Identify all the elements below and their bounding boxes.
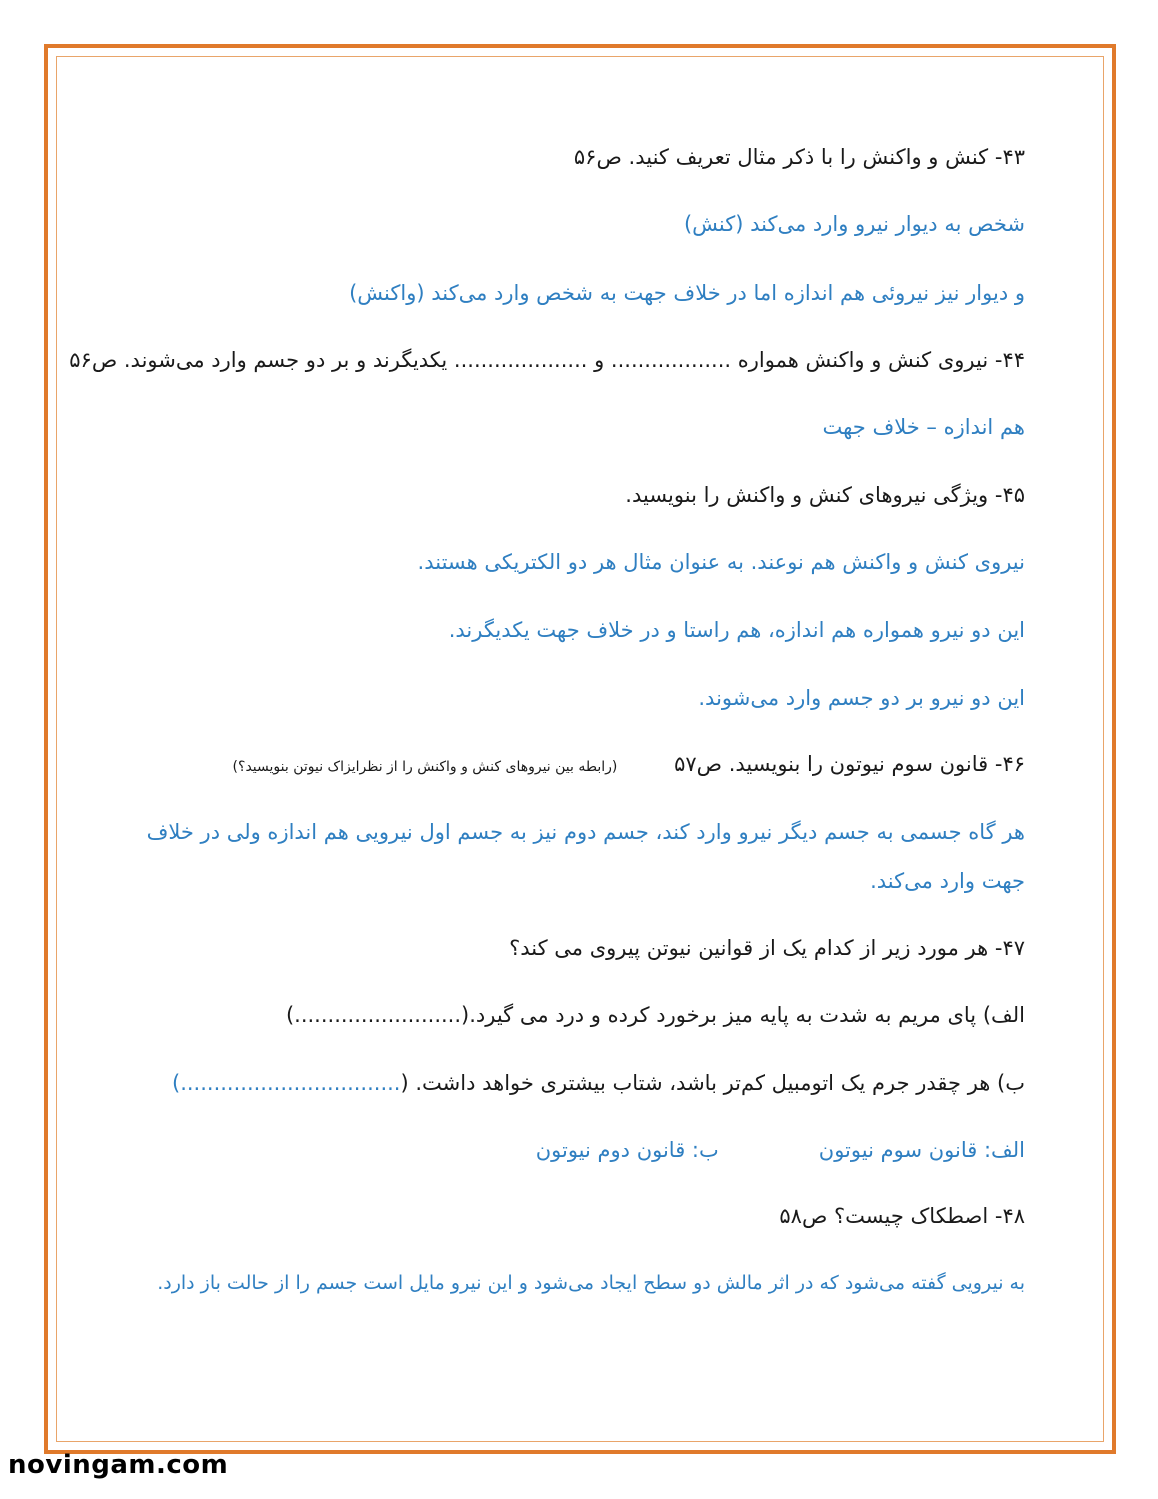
site-watermark: novingam.com [8,1450,229,1480]
answer-44: هم اندازه – خلاف جهت [822,415,1025,439]
question-47-part-b [130,1068,1025,1098]
answer-47-a: الف: قانون سوم نیوتون [818,1138,1025,1162]
question-47: ۴۷- هر مورد زیر از کدام یک از قوانین نیوتن پیروی می کند؟ [509,936,1025,960]
answer-45-line-3: این دو نیرو بر دو جسم وارد می‌شوند. [698,686,1025,710]
question-48: ۴۸- اصطکاک چیست؟ ص۵۸ [779,1204,1025,1228]
question-47-part-b-blank: .................................) [172,1071,401,1095]
answer-46-line-2: جهت وارد می‌کند. [870,869,1025,893]
answer-43-line-1: شخص به دیوار نیرو وارد می‌کند (کنش) [683,212,1025,236]
answer-45-line-1: نیروی کنش و واکنش هم نوعند. به عنوان مثال هر دو الکتریکی هستند. [417,550,1025,574]
answer-48: به نیرویی گفته می‌شود که در اثر مالش دو سطح ایجاد می‌شود و این نیرو مایل است جسم را از حالت باز دارد. [157,1272,1025,1294]
answer-47 [130,1135,1025,1165]
question-46-text: ۴۶- قانون سوم نیوتون را بنویسید. ص۵۷ [674,752,1025,776]
question-47-part-a: الف) پای مریم به شدت به پایه میز برخورد کرده و درد می گیرد.(.........................) [285,1003,1025,1027]
question-45: ۴۵- ویژگی نیروهای کنش و واکنش را بنویسید. [625,483,1025,507]
answer-45-line-2: این دو نیرو همواره هم اندازه، هم راستا و در خلاف جهت یکدیگرند. [448,618,1025,642]
question-46 [130,749,1025,782]
answer-46-line-1: هر گاه جسمی به جسم دیگر نیرو وارد کند، جسم دوم نیز به جسم اول نیرویی هم اندازه ولی در خلاف [146,820,1025,844]
question-43: ۴۳- کنش و واکنش را با ذکر مثال تعریف کنید. ص۵۶ [573,145,1025,169]
answer-43-line-2: و دیوار نیز نیروئی هم اندازه اما در خلاف جهت به شخص وارد می‌کند (واکنش) [349,281,1025,305]
question-47-part-b-text: ب) هر چقدر جرم یک اتومبیل کم‌تر باشد، شتاب بیشتری خواهد داشت. ( [400,1071,1025,1095]
question-44: ۴۴- نیروی کنش و واکنش همواره .................. و .................... یکدیگرند و بر دو جسم وارد می‌شوند. ص۵۶ [69,348,1025,372]
answer-47-b: ب: قانون دوم نیوتون [535,1138,719,1162]
question-46-note: (رابطه بین نیروهای کنش و واکنش را از نظرایزاک نیوتن بنویسید؟) [232,759,618,775]
